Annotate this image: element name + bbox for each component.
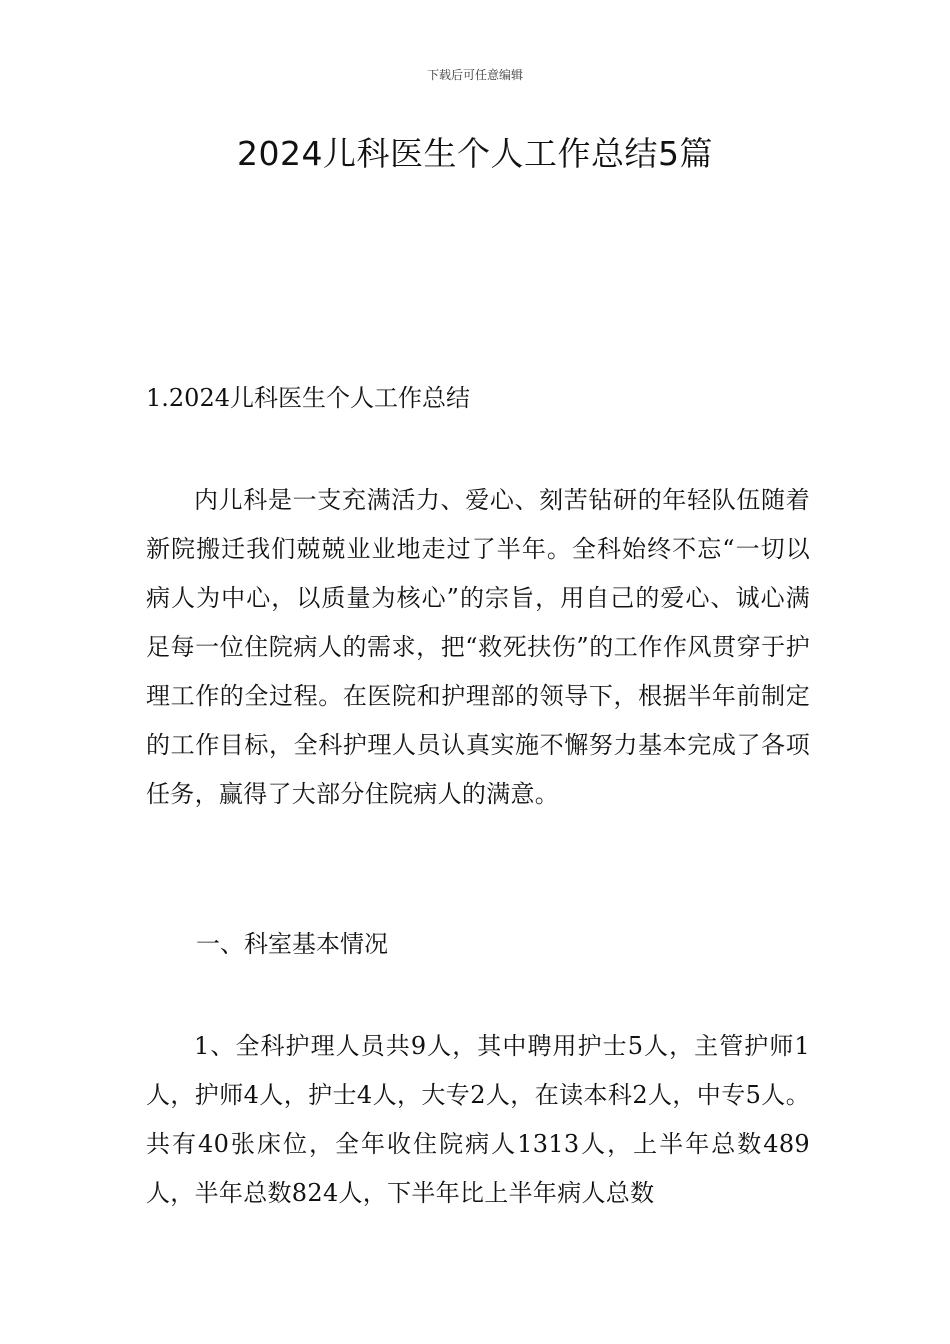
document-title: 2024儿科医生个人工作总结5篇 <box>237 134 713 173</box>
section-heading-summary: 1.2024儿科医生个人工作总结 <box>146 384 470 412</box>
page-header-note: 下载后可任意编辑 <box>426 68 523 82</box>
intro-paragraph: 内儿科是一支充满活力、爱心、刻苦钻研的年轻队伍随着新院搬迁我们兢兢业业地走过了半年。全科始终不忘“一切以病人为中心，以质量为核心”的宗旨，用自己的爱心、诚心满足每一位住院病人的需求，把“救死扶伤”的工作作风贯穿于护理工作的全过程。在医院和护理部的领导下，根据半年前制定的工作目标，全科护理人员认真实施不懈努力基本完成了各项任务，赢得了大部分住院病人的满意。 <box>146 486 810 808</box>
section-heading-department: 一、科室基本情况 <box>196 930 388 958</box>
department-paragraph: 1、全科护理人员共9人，其中聘用护士5人，主管护师1人，护师4人，护士4人，大专2人，在读本科2人，中专5人。共有40张床位，全年收住院病人1313人，上半年总数489人，半年总数824人，下半年比上半年病人总数 <box>146 1032 810 1207</box>
